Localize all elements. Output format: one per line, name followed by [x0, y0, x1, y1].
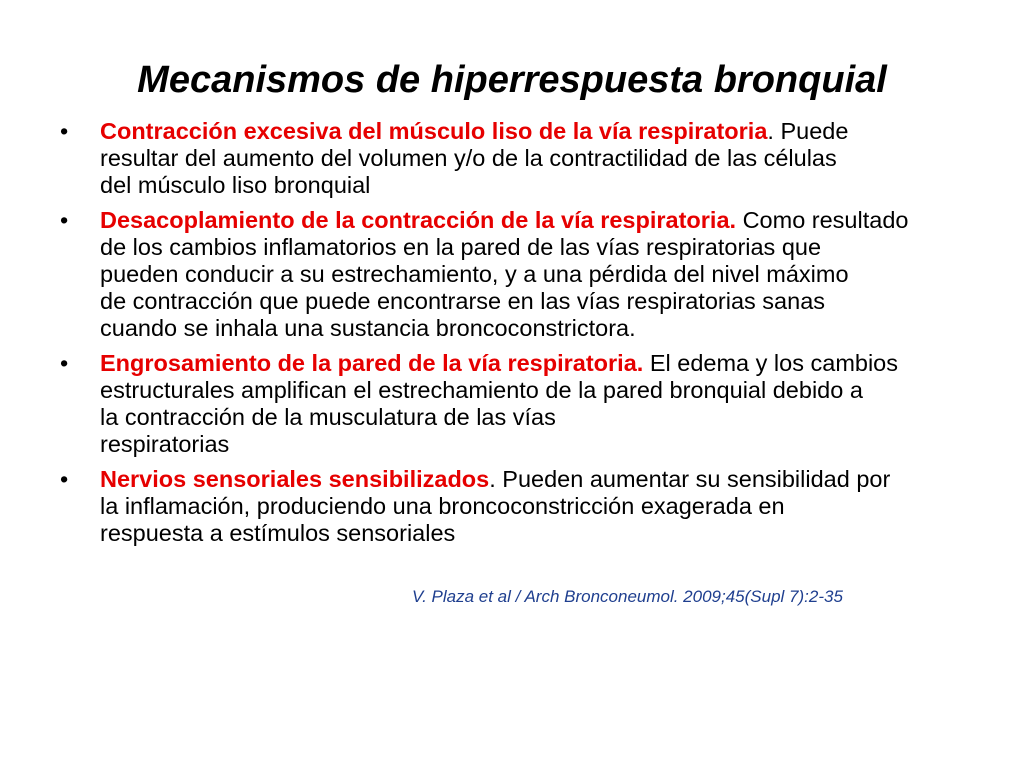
bullet-line [100, 350, 980, 377]
bullet-line: respiratorias [100, 431, 230, 457]
bullet-lead: Desacoplamiento de la contracción de la vía respiratoria. [100, 207, 737, 233]
bullet-lead: Contracción excesiva del músculo liso de la vía respiratoria [100, 118, 768, 144]
bullet-line: respuesta a estímulos sensoriales [100, 520, 456, 546]
bullet-item [60, 207, 980, 342]
slide-title: Mecanismos de hiperrespuesta bronquial [137, 59, 887, 101]
bullet-line: de los cambios inflamatorios en la pared de las vías respiratorias que [100, 234, 822, 260]
bullet-icon: • [60, 118, 69, 144]
bullet-line: resultar del aumento del volumen y/o de la contractilidad de las células [100, 145, 837, 171]
bullet-line: la inflamación, produciendo una broncoconstricción exagerada en [100, 493, 785, 519]
bullet-line [100, 466, 980, 493]
bullet-line: la contracción de la musculatura de las vías [100, 404, 556, 430]
bullet-lead: Engrosamiento de la pared de la vía respiratoria. [100, 350, 644, 376]
bullet-lead: Nervios sensoriales sensibilizados [100, 466, 490, 492]
bullet-text: . Pueden aumentar su sensibilidad por [489, 466, 891, 492]
bullet-content [100, 350, 980, 458]
bullet-text: Como resultado [736, 207, 909, 233]
bullet-list [60, 118, 980, 555]
bullet-line: cuando se inhala una sustancia broncoconstrictora. [100, 315, 636, 341]
bullet-icon: • [60, 207, 69, 233]
bullet-content [100, 207, 980, 342]
bullet-line [100, 207, 980, 234]
bullet-line: del músculo liso bronquial [100, 172, 371, 198]
bullet-content [100, 466, 980, 547]
bullet-item [60, 466, 980, 547]
bullet-text: El edema y los cambios [643, 350, 899, 376]
bullet-line: estructurales amplifican el estrechamiento de la pared bronquial debido a [100, 377, 863, 403]
bullet-line [100, 118, 980, 145]
bullet-content [100, 118, 980, 199]
bullet-icon: • [60, 466, 69, 492]
bullet-item [60, 118, 980, 199]
bullet-line: de contracción que puede encontrarse en las vías respiratorias sanas [100, 288, 826, 314]
bullet-item [60, 350, 980, 458]
bullet-icon: • [60, 350, 69, 376]
bullet-text: . Puede [767, 118, 849, 144]
citation: V. Plaza et al / Arch Bronconeumol. 2009;45(Supl 7):2-35 [412, 587, 843, 606]
bullet-line: pueden conducir a su estrechamiento, y a una pérdida del nivel máximo [100, 261, 849, 287]
